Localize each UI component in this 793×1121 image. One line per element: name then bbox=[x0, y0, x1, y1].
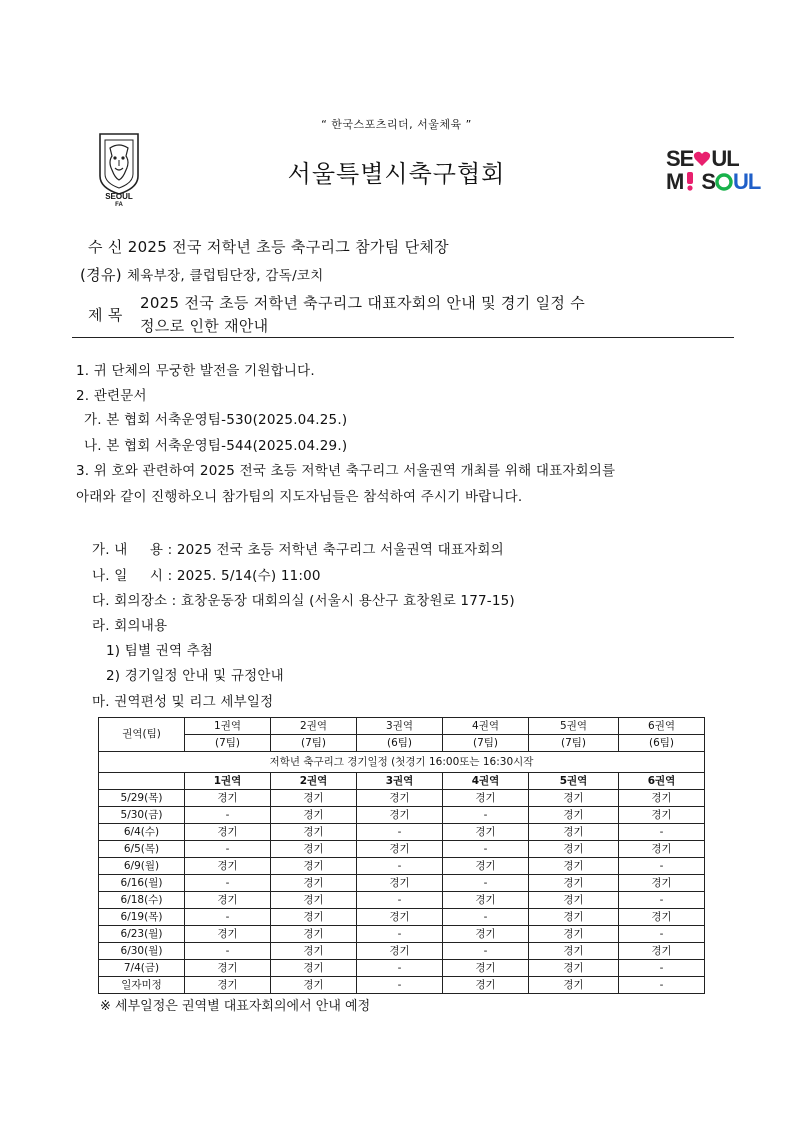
paragraph-1: 1. 귀 단체의 무궁한 발전을 기원합니다. bbox=[76, 363, 315, 379]
schedule-cell: 경기 bbox=[529, 892, 619, 909]
item-venue: 다. 회의장소 : 효창운동장 대회의실 (서울시 용산구 효창원로 177-15) bbox=[92, 593, 515, 609]
schedule-cell: 경기 bbox=[529, 824, 619, 841]
table-row bbox=[99, 926, 705, 943]
schedule-cell: - bbox=[185, 875, 271, 892]
date-cell: 5/29(목) bbox=[99, 790, 185, 807]
schedule-cell: 경기 bbox=[185, 960, 271, 977]
table-row bbox=[99, 960, 705, 977]
schedule-cell: 경기 bbox=[357, 807, 443, 824]
table-row bbox=[99, 909, 705, 926]
schedule-cell: 경기 bbox=[271, 909, 357, 926]
schedule-cell: - bbox=[443, 943, 529, 960]
schedule-cell: - bbox=[443, 909, 529, 926]
region-header-bold: 5권역 bbox=[529, 773, 619, 790]
circle-o-icon bbox=[715, 173, 733, 191]
team-count: (7팀) bbox=[185, 735, 271, 752]
schedule-cell: - bbox=[619, 977, 705, 994]
schedule-cell: 경기 bbox=[271, 790, 357, 807]
recipient-value: 2025 전국 저학년 초등 축구리그 참가팀 단체장 bbox=[127, 238, 449, 256]
team-count: (7팀) bbox=[529, 735, 619, 752]
logo-text-ul: UL bbox=[711, 146, 739, 171]
schedule-cell: 경기 bbox=[619, 943, 705, 960]
schedule-cell: - bbox=[357, 977, 443, 994]
subtitle-row bbox=[99, 752, 705, 773]
team-count: (7팀) bbox=[271, 735, 357, 752]
paragraph-2a: 가. 본 협회 서축운영팀-530(2025.04.25.) bbox=[84, 412, 348, 428]
schedule-cell: 경기 bbox=[443, 960, 529, 977]
date-cell: 일자미정 bbox=[99, 977, 185, 994]
schedule-cell: 경기 bbox=[185, 858, 271, 875]
schedule-cell: - bbox=[357, 926, 443, 943]
date-cell: 7/4(금) bbox=[99, 960, 185, 977]
subject-label: 제 목 bbox=[88, 306, 123, 324]
logo-text-m: M bbox=[666, 169, 684, 194]
schedule-cell: - bbox=[185, 943, 271, 960]
paragraph-2: 2. 관련문서 bbox=[76, 388, 147, 404]
region-header-row bbox=[99, 718, 705, 735]
item-datetime: 나. 일 시 : 2025. 5/14(수) 11:00 bbox=[92, 568, 321, 584]
schedule-cell: 경기 bbox=[357, 875, 443, 892]
date-cell: 6/19(목) bbox=[99, 909, 185, 926]
region-header: 2권역 bbox=[271, 718, 357, 735]
paragraph-3-line-1: 3. 위 호와 관련하여 2025 전국 초등 저학년 축구리그 서울권역 개최를 위해 대표자회의를 bbox=[76, 463, 616, 479]
subject-line-2: 정으로 인한 재안내 bbox=[140, 317, 269, 335]
seoul-my-soul-logo bbox=[664, 146, 761, 196]
table-row bbox=[99, 943, 705, 960]
schedule-cell: - bbox=[619, 824, 705, 841]
schedule-cell: 경기 bbox=[185, 790, 271, 807]
schedule-cell: 경기 bbox=[529, 841, 619, 858]
region-header-bold: 2권역 bbox=[271, 773, 357, 790]
schedule-cell: 경기 bbox=[357, 943, 443, 960]
schedule-table bbox=[98, 717, 705, 994]
schedule-cell: - bbox=[443, 807, 529, 824]
schedule-cell: 경기 bbox=[443, 824, 529, 841]
schedule-cell: 경기 bbox=[529, 875, 619, 892]
schedule-cell: 경기 bbox=[619, 875, 705, 892]
logo-text-ul-2: UL bbox=[733, 169, 761, 194]
via-value: 체육부장, 클럽팀단장, 감독/코치 bbox=[126, 268, 324, 284]
schedule-cell: 경기 bbox=[529, 909, 619, 926]
schedule-cell: 경기 bbox=[185, 926, 271, 943]
seoul-fa-subtext: FA bbox=[115, 202, 123, 208]
table-row bbox=[99, 977, 705, 994]
team-count: (6팀) bbox=[619, 735, 705, 752]
region-header: 6권역 bbox=[619, 718, 705, 735]
schedule-cell: - bbox=[619, 858, 705, 875]
schedule-cell: 경기 bbox=[271, 807, 357, 824]
corner-cell: 권역(팀) bbox=[99, 718, 185, 752]
date-cell: 6/4(수) bbox=[99, 824, 185, 841]
footnote: ※ 세부일정은 권역별 대표자회의에서 안내 예정 bbox=[100, 999, 371, 1014]
exclamation-icon bbox=[683, 171, 697, 191]
agenda-item-2: 2) 경기일정 안내 및 규정안내 bbox=[106, 668, 284, 684]
via-line bbox=[80, 264, 324, 285]
schedule-cell: 경기 bbox=[271, 858, 357, 875]
region-header-bold: 3권역 bbox=[357, 773, 443, 790]
item-agenda: 라. 회의내용 bbox=[92, 618, 168, 634]
date-cell: 6/18(수) bbox=[99, 892, 185, 909]
schedule-cell: 경기 bbox=[357, 841, 443, 858]
schedule-cell: - bbox=[185, 909, 271, 926]
agenda-item-1: 1) 팀별 권역 추첨 bbox=[106, 643, 214, 659]
schedule-cell: 경기 bbox=[271, 960, 357, 977]
date-cell: 6/16(월) bbox=[99, 875, 185, 892]
slogan: “ 한국스포츠리더, 서울체육 ” bbox=[321, 118, 472, 131]
schedule-cell: - bbox=[185, 841, 271, 858]
table-row bbox=[99, 824, 705, 841]
schedule-cell: 경기 bbox=[443, 977, 529, 994]
region-header: 4권역 bbox=[443, 718, 529, 735]
logo-text-se: SE bbox=[666, 146, 694, 171]
schedule-cell: 경기 bbox=[357, 790, 443, 807]
table-row bbox=[99, 858, 705, 875]
region-header-bold: 4권역 bbox=[443, 773, 529, 790]
table-row bbox=[99, 892, 705, 909]
schedule-cell: 경기 bbox=[271, 943, 357, 960]
seoul-fa-text: SEOUL bbox=[105, 192, 133, 201]
schedule-cell: - bbox=[185, 807, 271, 824]
schedule-cell: 경기 bbox=[619, 790, 705, 807]
schedule-cell: 경기 bbox=[271, 875, 357, 892]
schedule-cell: 경기 bbox=[443, 790, 529, 807]
region-header: 5권역 bbox=[529, 718, 619, 735]
subject-line-1: 2025 전국 초등 저학년 축구리그 대표자회의 안내 및 경기 일정 수 bbox=[140, 294, 586, 312]
schedule-cell: 경기 bbox=[619, 807, 705, 824]
paragraph-2b: 나. 본 협회 서축운영팀-544(2025.04.29.) bbox=[84, 438, 348, 454]
schedule-cell: 경기 bbox=[529, 790, 619, 807]
schedule-cell: 경기 bbox=[271, 824, 357, 841]
paragraph-3-line-2: 아래와 같이 진행하오니 참가팀의 지도자님들은 참석하여 주시기 바랍니다. bbox=[76, 489, 523, 505]
region-bold-header-row bbox=[99, 773, 705, 790]
schedule-subtitle: 저학년 축구리그 경기일정 (첫경기 16:00또는 16:30시작 bbox=[99, 752, 705, 773]
schedule-cell: 경기 bbox=[619, 909, 705, 926]
heart-icon bbox=[693, 150, 711, 168]
recipient-line bbox=[88, 236, 449, 257]
schedule-cell: - bbox=[357, 892, 443, 909]
table-row bbox=[99, 790, 705, 807]
schedule-cell: - bbox=[619, 960, 705, 977]
item-schedule: 마. 권역편성 및 리그 세부일정 bbox=[92, 694, 274, 710]
region-header: 3권역 bbox=[357, 718, 443, 735]
team-count: (7팀) bbox=[443, 735, 529, 752]
region-header-bold: 6권역 bbox=[619, 773, 705, 790]
team-count: (6팀) bbox=[357, 735, 443, 752]
logo-text-s: S bbox=[701, 169, 716, 194]
schedule-cell: 경기 bbox=[185, 892, 271, 909]
schedule-cell: 경기 bbox=[443, 858, 529, 875]
region-header-bold: 1권역 bbox=[185, 773, 271, 790]
table-row bbox=[99, 807, 705, 824]
date-cell: 6/9(월) bbox=[99, 858, 185, 875]
organization-name: 서울특별시축구협회 bbox=[287, 160, 506, 188]
date-cell: 6/30(월) bbox=[99, 943, 185, 960]
table-row bbox=[99, 841, 705, 858]
schedule-cell: 경기 bbox=[529, 926, 619, 943]
schedule-cell: 경기 bbox=[271, 926, 357, 943]
schedule-cell: 경기 bbox=[271, 977, 357, 994]
via-label: (경유) bbox=[80, 266, 122, 284]
schedule-cell: - bbox=[619, 926, 705, 943]
schedule-cell: 경기 bbox=[529, 858, 619, 875]
header-divider bbox=[72, 337, 734, 338]
schedule-cell: 경기 bbox=[529, 807, 619, 824]
schedule-cell: - bbox=[357, 824, 443, 841]
schedule-cell: 경기 bbox=[443, 892, 529, 909]
schedule-cell: 경기 bbox=[529, 943, 619, 960]
date-cell: 6/23(월) bbox=[99, 926, 185, 943]
empty-cell bbox=[99, 773, 185, 790]
schedule-cell: 경기 bbox=[619, 841, 705, 858]
schedule-cell: - bbox=[619, 892, 705, 909]
date-cell: 6/5(목) bbox=[99, 841, 185, 858]
schedule-cell: 경기 bbox=[185, 977, 271, 994]
team-count-row bbox=[99, 735, 705, 752]
schedule-cell: 경기 bbox=[271, 841, 357, 858]
schedule-cell: 경기 bbox=[529, 960, 619, 977]
table-row bbox=[99, 875, 705, 892]
schedule-cell: 경기 bbox=[529, 977, 619, 994]
schedule-cell: - bbox=[443, 875, 529, 892]
schedule-cell: 경기 bbox=[185, 824, 271, 841]
schedule-cell: - bbox=[357, 960, 443, 977]
item-content: 가. 내 용 : 2025 전국 초등 저학년 축구리그 서울권역 대표자회의 bbox=[92, 542, 504, 558]
schedule-cell: 경기 bbox=[357, 909, 443, 926]
region-header: 1권역 bbox=[185, 718, 271, 735]
schedule-cell: - bbox=[443, 841, 529, 858]
recipient-label: 수 신 bbox=[88, 238, 123, 256]
schedule-cell: - bbox=[357, 858, 443, 875]
schedule-cell: 경기 bbox=[271, 892, 357, 909]
date-cell: 5/30(금) bbox=[99, 807, 185, 824]
schedule-cell: 경기 bbox=[443, 926, 529, 943]
